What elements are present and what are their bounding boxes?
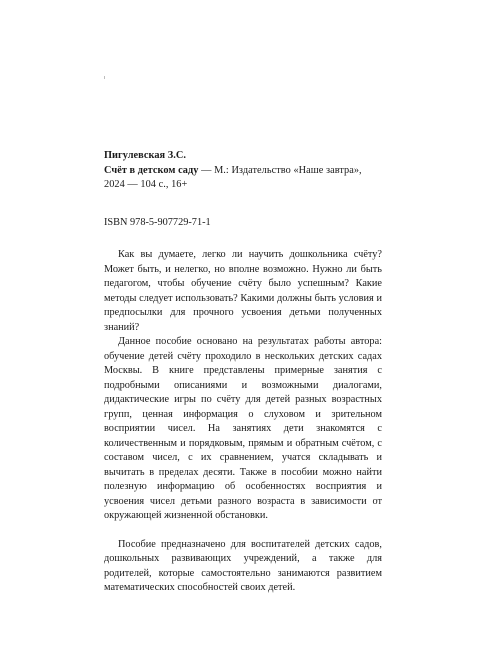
isbn: ISBN 978-5-907729-71-1 [104,217,211,228]
author-name: Пигулевская З.С. [104,150,187,161]
annotation-paragraph: Данное пособие основано на результатах работы автора: обучение детей счёту проходило в нескольких детских садах Москвы. В книге представлены примерные занятия с подробными описаниями и возможными диалогами, дидактические игры по счёту для детей разных возрастных групп, ценная информация о слуховом и зрительном восприятии чисел. На занятиях дети знакомятся с количественным и порядковым, прямым и обратным счётом, с составом чисел, с их сравнением, учатся складывать и вычитать в пределах десяти. Также в пособии можно найти полезную информацию об особенностях восприятия и усвоения чисел детьми разного возраста в зависимости от окружающей жизненной обстановки. [104,336,382,521]
publication-details: 2024 — 104 с., 16+ [104,179,188,190]
bibliographic-reference [104,149,384,193]
title-dash: — [198,164,215,176]
book-title: Счёт в детском саду [104,164,199,176]
publisher: М.: Издательство «Наше завтра», [214,164,362,176]
annotation-paragraph: Пособие предназначено для воспитателей детских садов, дошкольных развивающих учреждений, а также для родителей, которые самостоятельно занимаются развитием математических способностей своих детей. [104,538,382,593]
crop-mark [104,76,105,79]
annotation [104,248,382,596]
annotation-paragraph: Как вы думаете, легко ли научить дошкольника счёту? Может быть, и нелегко, но вполне возможно. Нужно ли быть педагогом, чтобы обучение счёту было успешным? Какие методы следует использовать? Какими должны быть условия и предпосылки для прочного усвоения детьми полученных знаний? [104,249,382,333]
